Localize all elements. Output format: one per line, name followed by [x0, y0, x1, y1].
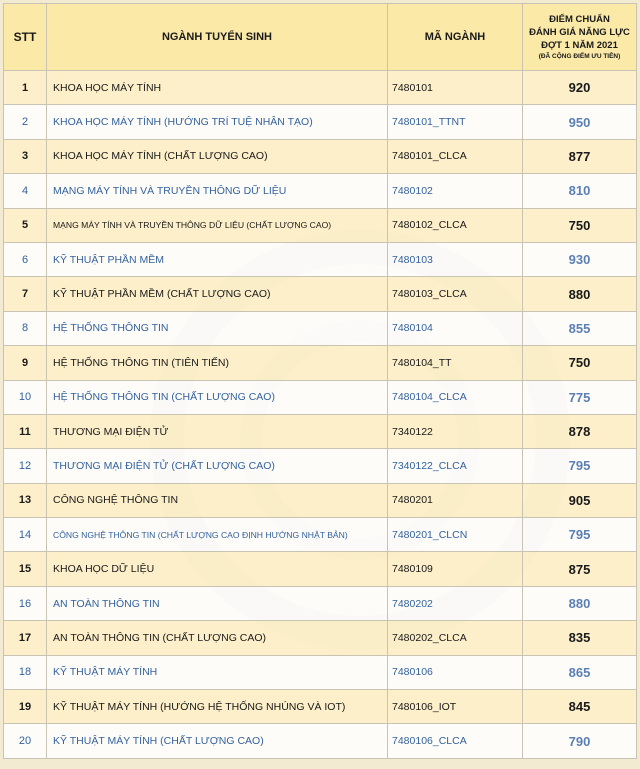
table-row — [4, 277, 637, 311]
row-score: 790 — [523, 724, 637, 758]
row-score: 920 — [523, 71, 637, 105]
row-stt: 10 — [4, 380, 47, 414]
header-score-line2: ĐÁNH GIÁ NĂNG LỰC — [529, 27, 630, 38]
row-major-name: CÔNG NGHỆ THÔNG TIN (CHẤT LƯỢNG CAO ĐỊNH HƯỚNG NHẬT BẢN) — [47, 518, 388, 552]
table-row — [4, 380, 637, 414]
row-stt: 5 — [4, 208, 47, 242]
table-row — [4, 518, 637, 552]
table-row — [4, 139, 637, 173]
row-major-code: 7480102 — [388, 174, 523, 208]
row-major-code: 7480106 — [388, 655, 523, 689]
row-score: 950 — [523, 105, 637, 139]
row-major-name: KỸ THUẬT MÁY TÍNH — [47, 655, 388, 689]
row-major-code: 7480101_TTNT — [388, 105, 523, 139]
row-score: 865 — [523, 655, 637, 689]
row-major-code: 7480201_CLCN — [388, 518, 523, 552]
header-score-note: (ĐÃ CỘNG ĐIỂM ƯU TIÊN) — [538, 53, 621, 60]
table-row — [4, 311, 637, 345]
row-stt: 11 — [4, 414, 47, 448]
row-major-code: 7480202_CLCA — [388, 621, 523, 655]
table-row — [4, 346, 637, 380]
row-major-code: 7480102_CLCA — [388, 208, 523, 242]
admission-score-table — [3, 3, 637, 759]
row-score: 880 — [523, 586, 637, 620]
row-score: 905 — [523, 483, 637, 517]
table-row — [4, 690, 637, 724]
header-score-line1: ĐIỂM CHUẨN — [549, 14, 610, 25]
row-score: 880 — [523, 277, 637, 311]
row-major-name: THƯƠNG MẠI ĐIỆN TỬ — [47, 414, 388, 448]
row-stt: 13 — [4, 483, 47, 517]
table-row — [4, 71, 637, 105]
row-stt: 3 — [4, 139, 47, 173]
row-stt: 12 — [4, 449, 47, 483]
row-major-code: 7480201 — [388, 483, 523, 517]
row-major-name: KỸ THUẬT MÁY TÍNH (CHẤT LƯỢNG CAO) — [47, 724, 388, 758]
row-score: 878 — [523, 414, 637, 448]
row-major-name: KỸ THUẬT PHẦN MỀM (CHẤT LƯỢNG CAO) — [47, 277, 388, 311]
row-stt: 7 — [4, 277, 47, 311]
row-major-name: MẠNG MÁY TÍNH VÀ TRUYỀN THÔNG DỮ LIỆU — [47, 174, 388, 208]
row-major-name: MẠNG MÁY TÍNH VÀ TRUYỀN THÔNG DỮ LIỆU (CHẤT LƯỢNG CAO) — [47, 208, 388, 242]
row-stt: 9 — [4, 346, 47, 380]
row-major-name: KHOA HỌC MÁY TÍNH (HƯỚNG TRÍ TUỆ NHÂN TẠO) — [47, 105, 388, 139]
table-row — [4, 483, 637, 517]
row-score: 775 — [523, 380, 637, 414]
row-major-name: AN TOÀN THÔNG TIN (CHẤT LƯỢNG CAO) — [47, 621, 388, 655]
table-row — [4, 208, 637, 242]
table-row — [4, 724, 637, 758]
row-major-name: CÔNG NGHỆ THÔNG TIN — [47, 483, 388, 517]
row-stt: 18 — [4, 655, 47, 689]
row-score: 877 — [523, 139, 637, 173]
row-major-code: 7480104 — [388, 311, 523, 345]
row-major-code: 7480103_CLCA — [388, 277, 523, 311]
table-row — [4, 242, 637, 276]
header-score — [523, 4, 637, 71]
row-major-code: 7480103 — [388, 242, 523, 276]
header-major-code: MÃ NGÀNH — [388, 4, 523, 71]
table-row — [4, 174, 637, 208]
row-stt: 14 — [4, 518, 47, 552]
table-header-row — [4, 4, 637, 71]
row-score: 875 — [523, 552, 637, 586]
row-major-name: KHOA HỌC MÁY TÍNH — [47, 71, 388, 105]
row-stt: 8 — [4, 311, 47, 345]
row-score: 795 — [523, 518, 637, 552]
row-stt: 19 — [4, 690, 47, 724]
row-major-name: THƯƠNG MẠI ĐIỆN TỬ (CHẤT LƯỢNG CAO) — [47, 449, 388, 483]
row-stt: 4 — [4, 174, 47, 208]
row-score: 845 — [523, 690, 637, 724]
header-score-line3: ĐỢT 1 NĂM 2021 — [541, 40, 618, 51]
row-score: 835 — [523, 621, 637, 655]
table-row — [4, 552, 637, 586]
row-stt: 2 — [4, 105, 47, 139]
header-major: NGÀNH TUYỂN SINH — [47, 4, 388, 71]
row-major-code: 7480101_CLCA — [388, 139, 523, 173]
row-major-name: KỸ THUẬT PHẦN MỀM — [47, 242, 388, 276]
row-stt: 1 — [4, 71, 47, 105]
row-score: 855 — [523, 311, 637, 345]
row-score: 930 — [523, 242, 637, 276]
row-major-code: 7340122 — [388, 414, 523, 448]
row-major-code: 7480101 — [388, 71, 523, 105]
row-major-code: 7340122_CLCA — [388, 449, 523, 483]
row-major-name: KHOA HỌC MÁY TÍNH (CHẤT LƯỢNG CAO) — [47, 139, 388, 173]
row-score: 750 — [523, 346, 637, 380]
table-body — [4, 71, 637, 759]
row-stt: 15 — [4, 552, 47, 586]
row-stt: 6 — [4, 242, 47, 276]
header-stt: STT — [4, 4, 47, 71]
row-stt: 20 — [4, 724, 47, 758]
row-score: 795 — [523, 449, 637, 483]
table-row — [4, 414, 637, 448]
row-major-code: 7480109 — [388, 552, 523, 586]
table-row — [4, 621, 637, 655]
row-major-name: AN TOÀN THÔNG TIN — [47, 586, 388, 620]
row-major-name: HỆ THỐNG THÔNG TIN (CHẤT LƯỢNG CAO) — [47, 380, 388, 414]
row-stt: 16 — [4, 586, 47, 620]
table-row — [4, 586, 637, 620]
row-major-name: HỆ THỐNG THÔNG TIN (TIÊN TIẾN) — [47, 346, 388, 380]
row-major-code: 7480104_TT — [388, 346, 523, 380]
row-score: 810 — [523, 174, 637, 208]
row-score: 750 — [523, 208, 637, 242]
row-major-code: 7480106_IOT — [388, 690, 523, 724]
row-major-code: 7480104_CLCA — [388, 380, 523, 414]
row-major-name: KỸ THUẬT MÁY TÍNH (HƯỚNG HỆ THỐNG NHÚNG VÀ IOT) — [47, 690, 388, 724]
table-row — [4, 449, 637, 483]
table-row — [4, 105, 637, 139]
row-major-code: 7480202 — [388, 586, 523, 620]
row-major-name: KHOA HỌC DỮ LIỆU — [47, 552, 388, 586]
table-row — [4, 655, 637, 689]
row-stt: 17 — [4, 621, 47, 655]
row-major-name: HỆ THỐNG THÔNG TIN — [47, 311, 388, 345]
row-major-code: 7480106_CLCA — [388, 724, 523, 758]
